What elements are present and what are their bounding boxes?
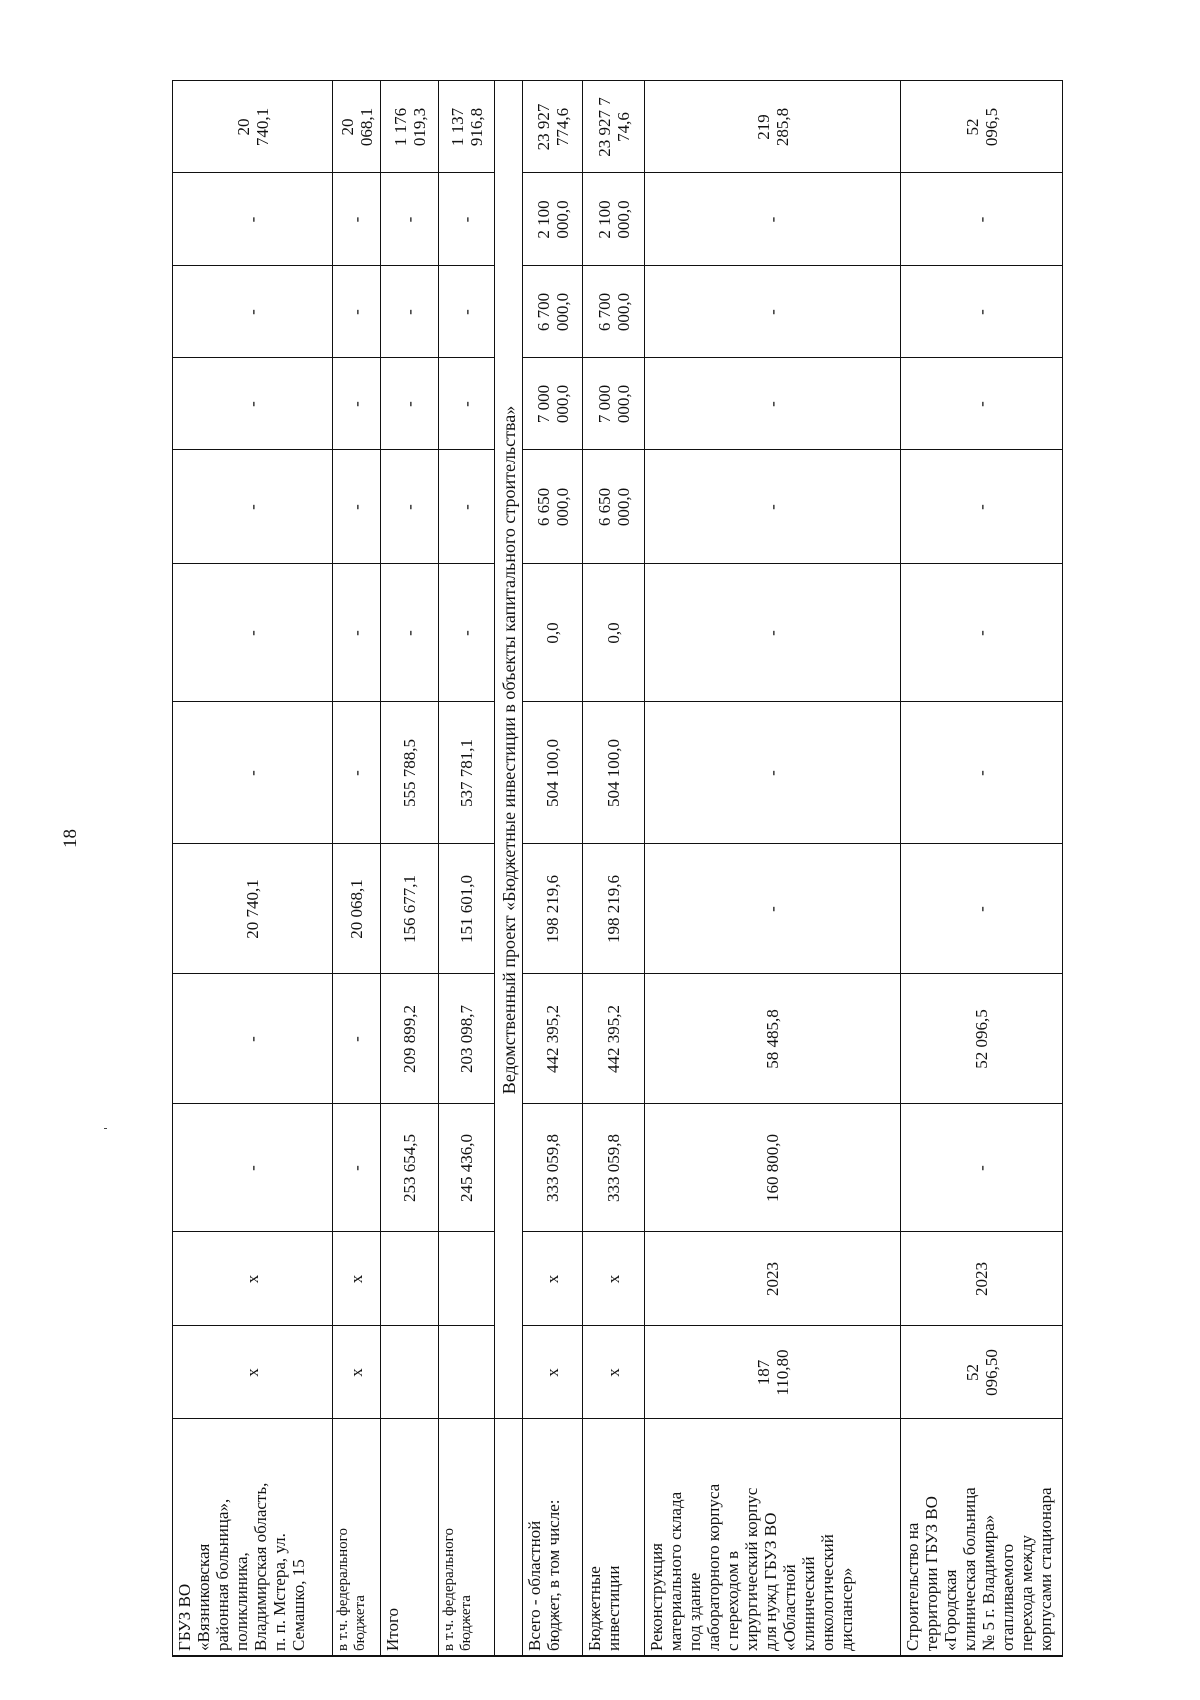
- cell-value: 2023: [972, 1262, 991, 1296]
- cell-c5: [381, 844, 439, 974]
- cell-c11: [173, 173, 333, 266]
- cell-value: -: [400, 504, 419, 510]
- cell-c2: [439, 1232, 495, 1326]
- cell-value: -: [972, 906, 991, 912]
- cell-c10: [583, 266, 645, 358]
- cell-value: 1 137 916,8: [447, 107, 486, 147]
- cell-value: 52 096,5: [972, 1009, 991, 1069]
- cell-value: 52 096,5: [962, 107, 1001, 147]
- cell-value: 23 927 7 74,6: [594, 97, 633, 157]
- cell-c11: [645, 173, 901, 266]
- table-row: [381, 81, 439, 1656]
- cell-c7: [583, 564, 645, 702]
- cell-value: 253 654,5: [400, 1134, 419, 1202]
- row-label-text: Реконструкция материального склада под здание лабораторного корпуса с переходом в хирургический корпус для нужд ГБУЗ ВО «Областной клинический онкологический диспансер»: [647, 1483, 856, 1651]
- cell-c8: [439, 450, 495, 564]
- cell-c9: [333, 358, 381, 450]
- cell-c12: [523, 81, 583, 173]
- cell-c3: [645, 1104, 901, 1232]
- cell-value: -: [763, 906, 782, 912]
- cell-value: -: [347, 401, 366, 407]
- cell-c5: [523, 844, 583, 974]
- cell-value: 20 068,1: [337, 107, 376, 147]
- cell-c11: [523, 173, 583, 266]
- cell-value: 219 285,8: [753, 107, 792, 147]
- cell-c6: [173, 702, 333, 844]
- cell-value: 58 485,8: [763, 1009, 782, 1069]
- cell-value: -: [972, 309, 991, 315]
- cell-c7: [645, 564, 901, 702]
- cell-value: -: [763, 401, 782, 407]
- cell-value: -: [972, 770, 991, 776]
- cell-c10: [645, 266, 901, 358]
- cell-value: -: [243, 1036, 262, 1042]
- cell-c12: [439, 81, 495, 173]
- row-label: [523, 1419, 583, 1656]
- cell-value: -: [243, 216, 262, 223]
- cell-value: -: [400, 401, 419, 407]
- cell-value: 0,0: [604, 622, 623, 644]
- section-row: [495, 81, 523, 1656]
- cell-c11: [583, 173, 645, 266]
- cell-c3: [439, 1104, 495, 1232]
- cell-c12: [583, 81, 645, 173]
- cell-c6: [583, 702, 645, 844]
- cell-value: 209 899,2: [400, 1005, 419, 1073]
- cell-value: 333 059,8: [543, 1134, 562, 1202]
- cell-c4: [173, 974, 333, 1104]
- cell-value: 20 740,1: [243, 879, 262, 939]
- cell-value: -: [763, 309, 782, 315]
- row-label: [901, 1419, 1063, 1656]
- cell-c8: [645, 450, 901, 564]
- row-label: [333, 1419, 381, 1656]
- cell-c10: [523, 266, 583, 358]
- cell-c10: [333, 266, 381, 358]
- cell-value: х: [243, 1368, 262, 1377]
- row-label-text: Бюджетные инвестиции: [585, 1565, 623, 1651]
- cell-c9: [901, 358, 1063, 450]
- cell-c10: [173, 266, 333, 358]
- cell-value: х: [604, 1368, 623, 1377]
- cell-value: 442 395,2: [604, 1005, 623, 1073]
- cell-value: -: [763, 770, 782, 776]
- cell-value: -: [347, 1165, 366, 1171]
- cell-c7: [523, 564, 583, 702]
- cell-c6: [381, 702, 439, 844]
- cell-c3: [381, 1104, 439, 1232]
- cell-value: -: [457, 216, 476, 223]
- cell-c9: [583, 358, 645, 450]
- cell-c3: [583, 1104, 645, 1232]
- cell-c4: [901, 974, 1063, 1104]
- cell-value: х: [543, 1368, 562, 1377]
- cell-c1: [901, 1326, 1063, 1419]
- cell-value: -: [243, 504, 262, 510]
- cell-value: -: [243, 770, 262, 776]
- cell-c9: [173, 358, 333, 450]
- cell-value: 245 436,0: [457, 1134, 476, 1202]
- row-label: [583, 1419, 645, 1656]
- cell-value: х: [347, 1368, 366, 1377]
- cell-c2: [333, 1232, 381, 1326]
- cell-c2: [901, 1232, 1063, 1326]
- cell-value: -: [457, 309, 476, 315]
- cell-c11: [901, 173, 1063, 266]
- cell-c12: [333, 81, 381, 173]
- cell-c2: [645, 1232, 901, 1326]
- cell-c1: [381, 1326, 439, 1419]
- cell-c2: [583, 1232, 645, 1326]
- row-label-text: Итого: [383, 1607, 402, 1651]
- cell-c7: [173, 564, 333, 702]
- row-label: [439, 1419, 495, 1656]
- cell-c6: [439, 702, 495, 844]
- cell-value: -: [243, 630, 262, 636]
- cell-value: 7 000 000,0: [533, 384, 572, 424]
- budget-table: [172, 81, 1063, 1658]
- cell-c12: [645, 81, 901, 173]
- cell-value: -: [347, 1036, 366, 1042]
- cell-value: -: [972, 504, 991, 510]
- cell-value: -: [763, 630, 782, 636]
- cell-c1: [645, 1326, 901, 1419]
- cell-value: -: [347, 770, 366, 776]
- scan-speck: [104, 1128, 107, 1129]
- cell-value: -: [457, 504, 476, 510]
- cell-c9: [645, 358, 901, 450]
- cell-value: -: [347, 216, 366, 223]
- cell-c3: [901, 1104, 1063, 1232]
- cell-c5: [901, 844, 1063, 974]
- cell-value: х: [243, 1274, 262, 1284]
- row-label-text: Всего - областной бюджет, в том числе:: [525, 1499, 563, 1651]
- cell-c9: [523, 358, 583, 450]
- cell-value: -: [763, 216, 782, 223]
- cell-value: 0,0: [543, 622, 562, 644]
- cell-value: -: [347, 504, 366, 510]
- cell-value: 2 100 000,0: [594, 200, 633, 239]
- table-row: [173, 81, 333, 1656]
- cell-c1: [583, 1326, 645, 1419]
- cell-value: 504 100,0: [604, 739, 623, 807]
- cell-c3: [333, 1104, 381, 1232]
- page-number: 18: [60, 829, 81, 848]
- cell-value: 6 650 000,0: [533, 487, 572, 527]
- cell-c7: [439, 564, 495, 702]
- cell-c12: [901, 81, 1063, 173]
- cell-value: 20 740,1: [233, 107, 272, 147]
- cell-value: 52 096,50: [962, 1349, 1001, 1396]
- cell-value: -: [243, 1165, 262, 1171]
- cell-value: -: [347, 630, 366, 636]
- cell-value: -: [457, 630, 476, 636]
- cell-c11: [439, 173, 495, 266]
- cell-c4: [645, 974, 901, 1104]
- cell-value: 2 100 000,0: [533, 200, 572, 239]
- cell-value: -: [400, 309, 419, 315]
- cell-c7: [333, 564, 381, 702]
- cell-c2: [173, 1232, 333, 1326]
- cell-value: 7 000 000,0: [594, 384, 633, 424]
- cell-c5: [583, 844, 645, 974]
- cell-value: -: [972, 630, 991, 636]
- cell-c6: [901, 702, 1063, 844]
- cell-c1: [523, 1326, 583, 1419]
- cell-value: -: [972, 216, 991, 223]
- cell-value: х: [604, 1274, 623, 1284]
- cell-value: х: [543, 1274, 562, 1284]
- cell-c8: [381, 450, 439, 564]
- cell-value: -: [243, 401, 262, 407]
- cell-value: -: [347, 309, 366, 315]
- cell-c3: [523, 1104, 583, 1232]
- cell-c5: [173, 844, 333, 974]
- cell-c7: [901, 564, 1063, 702]
- cell-value: 537 781,1: [457, 739, 476, 807]
- cell-c8: [523, 450, 583, 564]
- cell-c10: [381, 266, 439, 358]
- cell-c5: [645, 844, 901, 974]
- cell-value: 1 176 019,3: [390, 107, 429, 147]
- cell-value: 333 059,8: [604, 1134, 623, 1202]
- cell-c4: [523, 974, 583, 1104]
- cell-value: -: [400, 630, 419, 636]
- cell-value: 160 800,0: [763, 1134, 782, 1202]
- row-label-text: ГБУЗ ВО «Вязниковская районная больница», поликлиника, Владимирская область, п. п. Мстера, ул. Семашко, 15: [175, 1482, 308, 1651]
- rotated-budget-table: [172, 82, 1062, 1657]
- cell-value: -: [400, 216, 419, 223]
- cell-c4: [583, 974, 645, 1104]
- cell-c1: [333, 1326, 381, 1419]
- table-row: [333, 81, 381, 1656]
- cell-c4: [333, 974, 381, 1104]
- row-label-text: Строительство на территории ГБУЗ ВО «Городская клиническая больница № 5 г. Владимира» отапливаемого перехода между корпусами стационара: [903, 1487, 1055, 1651]
- cell-c10: [439, 266, 495, 358]
- cell-c8: [901, 450, 1063, 564]
- cell-value: -: [972, 401, 991, 407]
- cell-value: 198 219,6: [543, 875, 562, 943]
- cell-value: 442 395,2: [543, 1005, 562, 1073]
- cell-c6: [645, 702, 901, 844]
- table-row: [523, 81, 583, 1656]
- cell-value: 6 650 000,0: [594, 487, 633, 527]
- cell-value: -: [763, 504, 782, 510]
- cell-c6: [333, 702, 381, 844]
- cell-value: 187 110,80: [753, 1349, 792, 1396]
- cell-value: 151 601,0: [457, 875, 476, 943]
- cell-c4: [381, 974, 439, 1104]
- cell-c6: [523, 702, 583, 844]
- cell-value: -: [972, 1165, 991, 1171]
- cell-c10: [901, 266, 1063, 358]
- cell-c9: [381, 358, 439, 450]
- cell-value: 504 100,0: [543, 739, 562, 807]
- cell-c12: [381, 81, 439, 173]
- cell-value: 203 098,7: [457, 1005, 476, 1073]
- cell-value: 6 700 000,0: [533, 292, 572, 332]
- cell-value: 2023: [763, 1262, 782, 1296]
- cell-value: 555 788,5: [400, 739, 419, 807]
- row-label: [173, 1419, 333, 1656]
- row-label: [381, 1419, 439, 1656]
- cell-c8: [583, 450, 645, 564]
- cell-c1: [439, 1326, 495, 1419]
- cell-c11: [333, 173, 381, 266]
- cell-c4: [439, 974, 495, 1104]
- table-row: [645, 81, 901, 1656]
- cell-c5: [333, 844, 381, 974]
- cell-value: 20 068,1: [347, 879, 366, 939]
- row-label: [645, 1419, 901, 1656]
- cell-c8: [173, 450, 333, 564]
- cell-value: 23 927 774,6: [533, 103, 572, 151]
- cell-c11: [381, 173, 439, 266]
- cell-c8: [333, 450, 381, 564]
- cell-c7: [381, 564, 439, 702]
- cell-value: 6 700 000,0: [594, 292, 633, 332]
- cell-value: -: [457, 401, 476, 407]
- cell-c9: [439, 358, 495, 450]
- cell-c2: [381, 1232, 439, 1326]
- section-title: Ведомственный проект «Бюджетные инвестиции в объекты капитального строительства»: [495, 81, 523, 1419]
- cell-c12: [173, 81, 333, 173]
- cell-c3: [173, 1104, 333, 1232]
- cell-c5: [439, 844, 495, 974]
- cell-value: 198 219,6: [604, 875, 623, 943]
- row-label-text: в т.ч. федерального бюджета: [335, 1528, 368, 1651]
- table-row: [583, 81, 645, 1656]
- row-label-text: в т.ч. федерального бюджета: [441, 1528, 474, 1651]
- cell-value: х: [347, 1274, 366, 1284]
- cell-c2: [523, 1232, 583, 1326]
- cell-value: 156 677,1: [400, 875, 419, 943]
- cell-c1: [173, 1326, 333, 1419]
- table-row: [439, 81, 495, 1656]
- cell-value: -: [243, 309, 262, 315]
- table-row: [901, 81, 1063, 1656]
